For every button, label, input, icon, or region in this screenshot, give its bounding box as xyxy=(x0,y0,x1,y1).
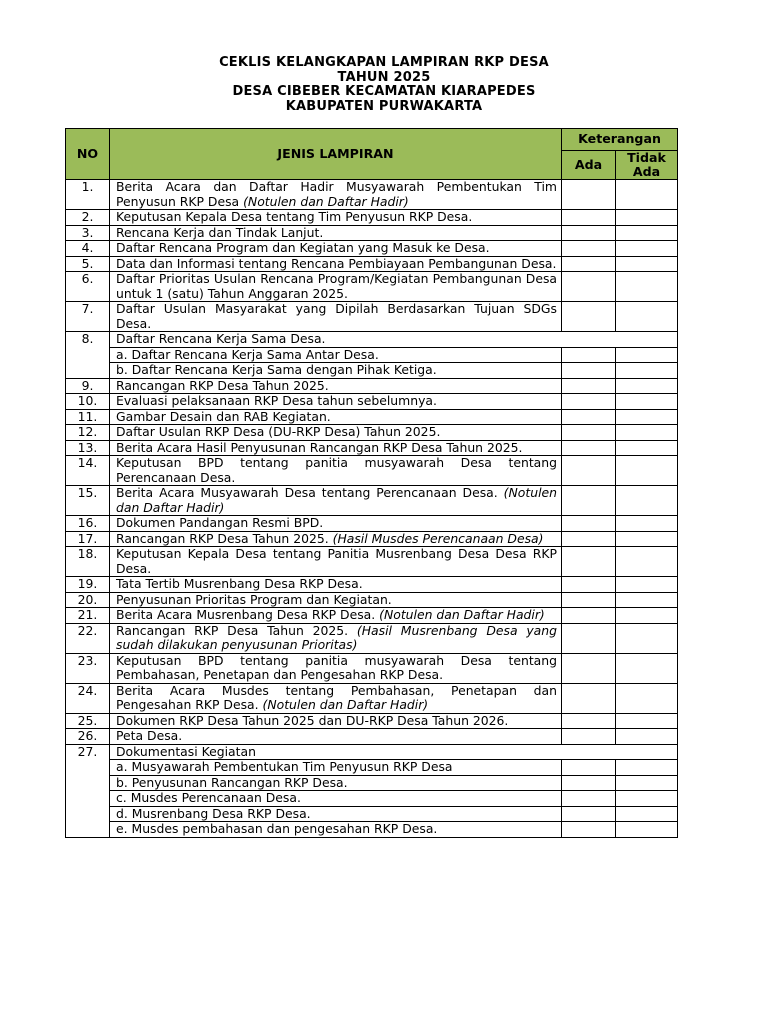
check-cell-ada[interactable] xyxy=(562,394,616,410)
title-line-3: DESA CIBEBER KECAMATAN KIARAPEDES xyxy=(232,84,536,99)
check-cell-tidak-ada[interactable] xyxy=(616,347,678,363)
row-number: 7. xyxy=(66,302,110,332)
table-row xyxy=(66,363,678,379)
check-cell-tidak-ada[interactable] xyxy=(616,363,678,379)
check-cell-ada[interactable] xyxy=(562,225,616,241)
check-cell-tidak-ada[interactable] xyxy=(616,653,678,683)
check-cell-tidak-ada[interactable] xyxy=(616,180,678,210)
check-cell-tidak-ada[interactable] xyxy=(616,394,678,410)
table-row xyxy=(66,577,678,593)
row-description xyxy=(110,683,562,713)
check-cell-tidak-ada[interactable] xyxy=(616,760,678,776)
row-description xyxy=(110,180,562,210)
check-cell-tidak-ada[interactable] xyxy=(616,791,678,807)
checklist-rows xyxy=(66,180,678,838)
row-group-label: Daftar Rencana Kerja Sama Desa. xyxy=(110,332,678,348)
check-cell-tidak-ada[interactable] xyxy=(616,608,678,624)
row-description xyxy=(110,378,562,394)
row-number: 6. xyxy=(66,272,110,302)
row-text: Dokumen Pandangan Resmi BPD. xyxy=(116,515,324,530)
check-cell-ada[interactable] xyxy=(562,180,616,210)
check-cell-tidak-ada[interactable] xyxy=(616,440,678,456)
table-row xyxy=(66,744,678,760)
table-row xyxy=(66,653,678,683)
row-number: 19. xyxy=(66,577,110,593)
check-cell-ada[interactable] xyxy=(562,683,616,713)
row-number: 25. xyxy=(66,713,110,729)
row-number: 13. xyxy=(66,440,110,456)
row-text: Daftar Rencana Program dan Kegiatan yang Masuk ke Desa. xyxy=(116,240,490,255)
table-row xyxy=(66,822,678,838)
check-cell-tidak-ada[interactable] xyxy=(616,225,678,241)
row-description xyxy=(110,409,562,425)
check-cell-tidak-ada[interactable] xyxy=(616,256,678,272)
table-row xyxy=(66,180,678,210)
check-cell-tidak-ada[interactable] xyxy=(616,822,678,838)
check-cell-tidak-ada[interactable] xyxy=(616,409,678,425)
check-cell-ada[interactable] xyxy=(562,713,616,729)
check-cell-ada[interactable] xyxy=(562,592,616,608)
row-text: Gambar Desain dan RAB Kegiatan. xyxy=(116,408,331,424)
check-cell-ada[interactable] xyxy=(562,775,616,791)
check-cell-ada[interactable] xyxy=(562,623,616,653)
check-cell-ada[interactable] xyxy=(562,822,616,838)
check-cell-tidak-ada[interactable] xyxy=(616,713,678,729)
row-text: Berita Acara Musdes tentang Pembahasan, Penetapan dan Pengesahan RKP Desa. xyxy=(116,682,557,712)
row-sub-item: b. Daftar Rencana Kerja Sama dengan Pihak Ketiga. xyxy=(110,363,562,379)
header-keterangan: Keterangan xyxy=(562,129,678,151)
row-description xyxy=(110,653,562,683)
check-cell-ada[interactable] xyxy=(562,456,616,486)
check-cell-tidak-ada[interactable] xyxy=(616,302,678,332)
row-description xyxy=(110,225,562,241)
table-row xyxy=(66,683,678,713)
table-row xyxy=(66,425,678,441)
check-cell-tidak-ada[interactable] xyxy=(616,683,678,713)
row-sub-item: b. Penyusunan Rancangan RKP Desa. xyxy=(110,775,562,791)
row-number: 27. xyxy=(66,744,110,837)
row-number: 4. xyxy=(66,241,110,257)
check-cell-tidak-ada[interactable] xyxy=(616,577,678,593)
table-row xyxy=(66,409,678,425)
header-jenis-lampiran: JENIS LAMPIRAN xyxy=(110,129,562,180)
row-text: Berita Acara Musyawarah Desa tentang Perencanaan Desa. xyxy=(116,485,504,500)
check-cell-tidak-ada[interactable] xyxy=(616,806,678,822)
check-cell-ada[interactable] xyxy=(562,653,616,683)
table-row xyxy=(66,623,678,653)
row-number: 15. xyxy=(66,486,110,516)
table-row xyxy=(66,760,678,776)
check-cell-ada[interactable] xyxy=(562,760,616,776)
check-cell-ada[interactable] xyxy=(562,791,616,807)
table-row xyxy=(66,531,678,547)
check-cell-ada[interactable] xyxy=(562,347,616,363)
header-ada: Ada xyxy=(562,151,616,180)
row-number: 8. xyxy=(66,332,110,379)
row-sub-item: c. Musdes Perencanaan Desa. xyxy=(110,791,562,807)
row-description xyxy=(110,531,562,547)
row-text: Daftar Usulan Masyarakat yang Dipilah Berdasarkan Tujuan SDGs Desa. xyxy=(116,301,557,331)
check-cell-tidak-ada[interactable] xyxy=(616,531,678,547)
check-cell-ada[interactable] xyxy=(562,272,616,302)
row-number: 11. xyxy=(66,409,110,425)
row-text: Daftar Prioritas Usulan Rencana Program/Kegiatan Pembangunan Desa untuk 1 (satu) Tahun Anggaran 2025. xyxy=(116,271,557,301)
check-cell-ada[interactable] xyxy=(562,608,616,624)
row-description xyxy=(110,608,562,624)
table-row xyxy=(66,486,678,516)
check-cell-ada[interactable] xyxy=(562,806,616,822)
row-description xyxy=(110,272,562,302)
table-row xyxy=(66,806,678,822)
table-row xyxy=(66,729,678,745)
row-text: Berita Acara Musrenbang Desa RKP Desa. xyxy=(116,607,380,622)
row-description xyxy=(110,456,562,486)
table-row xyxy=(66,347,678,363)
check-cell-tidak-ada[interactable] xyxy=(616,210,678,226)
check-cell-ada[interactable] xyxy=(562,729,616,745)
row-text: Berita Acara dan Daftar Hadir Musyawarah Pembentukan Tim Penyusun RKP Desa xyxy=(116,179,557,209)
check-cell-ada[interactable] xyxy=(562,440,616,456)
row-text: Dokumen RKP Desa Tahun 2025 dan DU-RKP Desa Tahun 2026. xyxy=(116,712,509,728)
check-cell-tidak-ada[interactable] xyxy=(616,547,678,577)
row-note: (Notulen dan Daftar Hadir) xyxy=(379,607,545,622)
checklist-table xyxy=(65,128,678,838)
table-row xyxy=(66,592,678,608)
table-row xyxy=(66,302,678,332)
check-cell-ada[interactable] xyxy=(562,302,616,332)
row-number: 3. xyxy=(66,225,110,241)
row-number: 16. xyxy=(66,516,110,532)
check-cell-tidak-ada[interactable] xyxy=(616,272,678,302)
row-description xyxy=(110,394,562,410)
row-description xyxy=(110,256,562,272)
table-row xyxy=(66,210,678,226)
row-number: 24. xyxy=(66,683,110,713)
check-cell-ada[interactable] xyxy=(562,256,616,272)
row-number: 12. xyxy=(66,425,110,441)
check-cell-ada[interactable] xyxy=(562,516,616,532)
row-group-label: Dokumentasi Kegiatan xyxy=(110,744,678,760)
check-cell-tidak-ada[interactable] xyxy=(616,775,678,791)
row-description xyxy=(110,241,562,257)
header-no: NO xyxy=(66,129,110,180)
row-text: Penyusunan Prioritas Program dan Kegiatan. xyxy=(116,591,392,607)
table-row xyxy=(66,225,678,241)
table-row xyxy=(66,440,678,456)
row-text: Rancangan RKP Desa Tahun 2025. xyxy=(116,530,333,546)
row-number: 2. xyxy=(66,210,110,226)
table-row xyxy=(66,775,678,791)
row-description xyxy=(110,547,562,577)
row-number: 18. xyxy=(66,547,110,577)
row-description xyxy=(110,210,562,226)
row-number: 17. xyxy=(66,531,110,547)
row-text: Keputusan BPD tentang panitia musyawarah Desa tentang Pembahasan, Penetapan dan Pengesahan RKP Desa. xyxy=(116,652,557,682)
table-row xyxy=(66,332,678,348)
header-tidak-ada xyxy=(616,151,678,180)
check-cell-tidak-ada[interactable] xyxy=(616,378,678,394)
row-text: Data dan Informasi tentang Rencana Pembiayaan Pembangunan Desa. xyxy=(116,255,557,271)
row-number: 21. xyxy=(66,608,110,624)
check-cell-tidak-ada[interactable] xyxy=(616,623,678,653)
check-cell-tidak-ada[interactable] xyxy=(616,456,678,486)
row-description xyxy=(110,729,562,745)
row-text: Keputusan BPD tentang panitia musyawarah Desa tentang Perencanaan Desa. xyxy=(116,455,557,485)
check-cell-ada[interactable] xyxy=(562,531,616,547)
check-cell-ada[interactable] xyxy=(562,363,616,379)
check-cell-tidak-ada[interactable] xyxy=(616,729,678,745)
row-text: Evaluasi pelaksanaan RKP Desa tahun sebelumnya. xyxy=(116,393,437,408)
check-cell-ada[interactable] xyxy=(562,486,616,516)
table-row xyxy=(66,547,678,577)
check-cell-tidak-ada[interactable] xyxy=(616,486,678,516)
row-description xyxy=(110,577,562,593)
row-text: Peta Desa. xyxy=(116,728,183,743)
row-note: (Notulen dan Daftar Hadir) xyxy=(116,485,557,515)
table-row xyxy=(66,713,678,729)
row-note: (Notulen dan Daftar Hadir) xyxy=(262,697,429,712)
row-text: Rancangan RKP Desa Tahun 2025. xyxy=(116,622,357,638)
check-cell-tidak-ada[interactable] xyxy=(616,516,678,532)
row-text: Daftar Usulan RKP Desa (DU-RKP Desa) Tahun 2025. xyxy=(116,424,441,439)
row-text: Berita Acara Hasil Penyusunan Rancangan RKP Desa Tahun 2025. xyxy=(116,439,523,455)
check-cell-ada[interactable] xyxy=(562,547,616,577)
check-cell-ada[interactable] xyxy=(562,425,616,441)
row-text: Keputusan Kepala Desa tentang Tim Penyusun RKP Desa. xyxy=(116,209,473,224)
title-line-4: KABUPATEN PURWAKARTA xyxy=(285,98,483,114)
row-note: (Hasil Musdes Perencanaan Desa) xyxy=(332,530,544,546)
row-description xyxy=(110,425,562,441)
row-number: 26. xyxy=(66,729,110,745)
row-description xyxy=(110,592,562,608)
row-number: 22. xyxy=(66,623,110,653)
table-row xyxy=(66,516,678,532)
row-sub-item: d. Musrenbang Desa RKP Desa. xyxy=(110,806,562,822)
row-number: 14. xyxy=(66,456,110,486)
document-title xyxy=(0,56,768,114)
check-cell-ada[interactable] xyxy=(562,210,616,226)
row-sub-item: a. Daftar Rencana Kerja Sama Antar Desa. xyxy=(110,347,562,363)
table-row xyxy=(66,456,678,486)
row-description xyxy=(110,623,562,653)
row-text: Rancangan RKP Desa Tahun 2025. xyxy=(116,377,329,393)
check-cell-ada[interactable] xyxy=(562,577,616,593)
title-line-1: CEKLIS KELANGKAPAN LAMPIRAN RKP DESA xyxy=(219,55,549,70)
table-row xyxy=(66,791,678,807)
row-text: Keputusan Kepala Desa tentang Panitia Musrenbang Desa Desa RKP Desa. xyxy=(116,546,557,576)
row-number: 1. xyxy=(66,180,110,210)
check-cell-ada[interactable] xyxy=(562,409,616,425)
table-row xyxy=(66,608,678,624)
check-cell-tidak-ada[interactable] xyxy=(616,592,678,608)
row-note: (Notulen dan Daftar Hadir) xyxy=(243,193,409,209)
row-number: 9. xyxy=(66,378,110,394)
row-sub-item: a. Musyawarah Pembentukan Tim Penyusun RKP Desa xyxy=(110,760,562,776)
row-number: 10. xyxy=(66,394,110,410)
table-row xyxy=(66,378,678,394)
row-number: 20. xyxy=(66,592,110,608)
row-text: Tata Tertib Musrenbang Desa RKP Desa. xyxy=(116,576,363,591)
row-number: 23. xyxy=(66,653,110,683)
row-description xyxy=(110,486,562,516)
check-cell-ada[interactable] xyxy=(562,241,616,257)
table-row xyxy=(66,256,678,272)
row-note: (Hasil Musrenbang Desa yang sudah dilakukan penyusunan Prioritas) xyxy=(116,622,557,652)
check-cell-ada[interactable] xyxy=(562,378,616,394)
row-description xyxy=(110,516,562,532)
title-line-2: TAHUN 2025 xyxy=(337,69,431,85)
row-description xyxy=(110,302,562,332)
check-cell-tidak-ada[interactable] xyxy=(616,241,678,257)
table-row xyxy=(66,241,678,257)
table-row xyxy=(66,394,678,410)
row-text: Rencana Kerja dan Tindak Lanjut. xyxy=(116,224,324,240)
table-row xyxy=(66,272,678,302)
row-description xyxy=(110,440,562,456)
row-sub-item: e. Musdes pembahasan dan pengesahan RKP Desa. xyxy=(110,822,562,838)
check-cell-tidak-ada[interactable] xyxy=(616,425,678,441)
header-tidak-ada-label: Tidak Ada xyxy=(627,150,666,179)
row-description xyxy=(110,713,562,729)
row-number: 5. xyxy=(66,256,110,272)
